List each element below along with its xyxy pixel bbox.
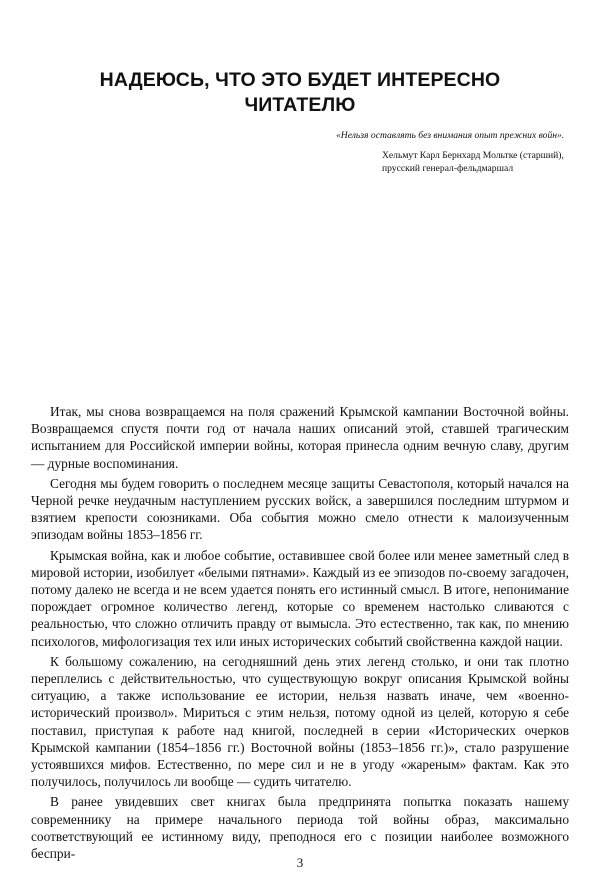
paragraph: Итак, мы снова возвращаемся на поля сражений Крымской кампании Восточной войны. Возвращаемся спустя почти год от начала наших описаний этой, ставшей трагическим испытанием для Российской империи войны, которая принесла одним вечную славу, другим — дурные воспоминания. xyxy=(31,404,569,471)
body-text xyxy=(31,403,569,865)
epigraph-quote: «Нельзя оставлять без внимания опыт прежних войн». xyxy=(336,130,565,141)
chapter-title-line-2: ЧИТАТЕЛЮ xyxy=(244,94,356,116)
chapter-title xyxy=(60,68,540,118)
page-number: 3 xyxy=(296,855,304,870)
paragraph: Сегодня мы будем говорить о последнем месяце защиты Севастополя, который начался на Черной речке неудачным наступлением русских войск, а завершился последним штурмом и взятием крепости союзниками. Оба события можно смело отнести к малоизученным эпизодам войны 1853–1856 гг. xyxy=(31,475,569,543)
epigraph-author: Хельмут Карл Бернхард Мольтке (старший), прусский генерал-фельдмаршал xyxy=(382,149,564,174)
chapter-title-line-1: НАДЕЮСЬ, ЧТО ЭТО БУДЕТ ИНТЕРЕСНО xyxy=(99,69,501,91)
paragraph: В ранее увидевших свет книгах была предпринята попытка показать нашему современнику на примере начального периода той войны образ, максимально соответствующий ее истинному виду, преподнося его с позиции наиболее возможного беспри- xyxy=(31,794,569,862)
paragraph: Крымская война, как и любое событие, оставившее свой более или менее заметный след в мировой истории, изобилует «белыми пятнами». Каждый из ее эпизодов по-своему загадочен, потому далеко не всегда и не всем удается понять его истинный смысл. В итоге, непонимание порождает огромное количество легенд, которые со временем настолько сливаются с реальностью, что сложно отличить правду от вымысла. Это естественно, так как, по мнению психологов, мифологизация тех или иных исторических событий свойственна каждой нации. xyxy=(31,547,569,649)
epigraph xyxy=(336,129,568,176)
paragraph: К большому сожалению, на сегодняшний день этих легенд столько, и они так плотно переплелись с действительностью, что существующую вокруг описания Крымской войны ситуацию, а также использование ее истории, нельзя назвать иначе, чем «военно-исторический произвол». Мириться с этим нельзя, потому одной из целей, которую я себе поставил, приступая к работе над книгой, последней в серии «Исторических очерков Крымской кампании (1854–1856 гг.) Восточной войны (1853–1856 гг.)», стало разрушение устоявшихся мифов. Естественно, по мере сил и не в угоду «жареным» фактам. Как это получилось, получилось ли вообще — судить читателю. xyxy=(31,653,569,790)
